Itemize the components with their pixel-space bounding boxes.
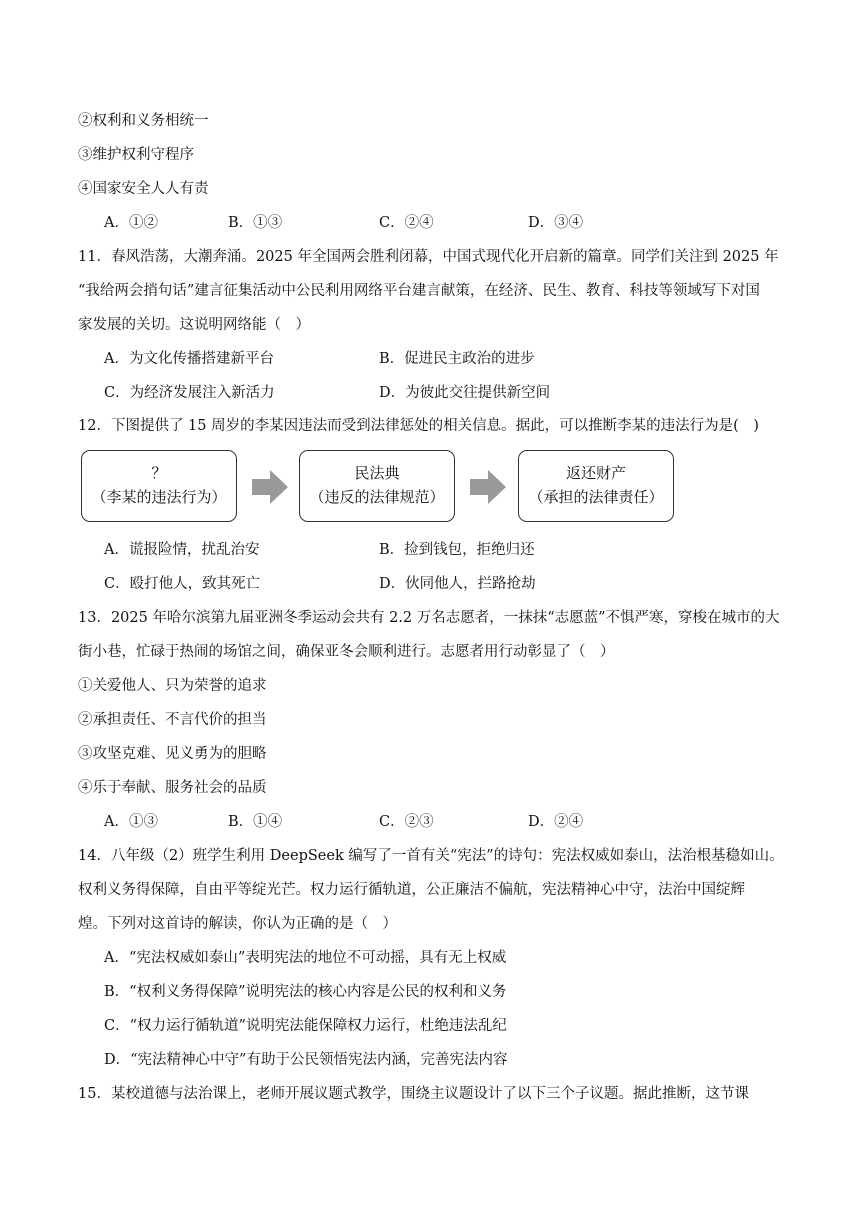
q10-option-c: C．②④ <box>379 215 434 231</box>
arrow-right-icon <box>252 470 288 504</box>
q13-option-d: D．②④ <box>528 814 584 830</box>
q10-option-a: A．①② <box>104 215 158 231</box>
flow-box-top: ？ <box>151 464 167 482</box>
q11-stem-line: “我给两会捎句话”建言征集活动中公民利用网络平台建言献策，在经济、民生、教育、科技等领域写下对国 <box>78 283 760 299</box>
q14-option-a: A．“宪法权威如泰山”表明宪法的地位不可动摇，具有无上权威 <box>104 950 507 966</box>
q11-option-d: D．为彼此交往提供新空间 <box>379 385 551 401</box>
flow-box-bottom: （违反的法律规范） <box>309 488 445 506</box>
q13-stem-line: 街小巷，忙碌于热闹的场馆之间，确保亚冬会顺利进行。志愿者用行动彰显了（ ） <box>78 644 615 660</box>
q14-stem-line: 煌。下列对这首诗的解读，你认为正确的是（ ） <box>78 916 397 932</box>
arrow-right-icon <box>470 470 506 504</box>
flow-box-top: 返还财产 <box>565 464 626 482</box>
q12-option-d: D．伙同他人，拦路抢劫 <box>379 576 536 592</box>
q10-option-b: B．①③ <box>228 215 283 231</box>
flow-box-law <box>299 450 455 522</box>
flow-box-liability <box>518 450 674 522</box>
q13-item-4: ④乐于奉献、服务社会的品质 <box>78 780 267 796</box>
q14-stem-line: 14．八年级（2）班学生利用 DeepSeek 编写了一首有关“宪法”的诗句：宪法权威如泰山，法治根基稳如山。 <box>78 848 784 864</box>
q12-option-b: B．捡到钱包，拒绝归还 <box>379 542 535 558</box>
q11-option-a: A．为文化传播搭建新平台 <box>104 351 274 367</box>
q11-stem-line: 家发展的关切。这说明网络能（ ） <box>78 317 310 333</box>
q14-stem-line: 权利义务得保障，自由平等绽光芒。权力运行循轨道，公正廉洁不偏航，宪法精神心中守，法治中国绽辉 <box>78 882 745 898</box>
q11-stem-line: 11．春风浩荡，大潮奔涌。2025 年全国两会胜利闭幕，中国式现代化开启新的篇章。同学们关注到 2025 年 <box>78 249 779 265</box>
flow-box-bottom: （李某的违法行为） <box>91 488 227 506</box>
q14-option-c: C．“权力运行循轨道”说明宪法能保障权力运行，杜绝违法乱纪 <box>104 1018 507 1034</box>
q11-option-b: B．促进民主政治的进步 <box>379 351 535 367</box>
q10-option-d: D．③④ <box>528 215 584 231</box>
q13-option-a: A．①③ <box>104 814 158 830</box>
flow-box-bottom: （承担的法律责任） <box>528 488 664 506</box>
q13-option-c: C．②③ <box>379 814 434 830</box>
q13-option-b: B．①④ <box>228 814 283 830</box>
q15-stem-line: 15．某校道德与法治课上，老师开展议题式教学，围绕主议题设计了以下三个子议题。据此推断，这节课 <box>78 1086 749 1102</box>
flow-box-violation <box>81 450 237 522</box>
q10-item-3: ③维护权利守程序 <box>78 147 194 163</box>
q12-stem: 12．下图提供了 15 周岁的李某因违法而受到法律惩处的相关信息。据此，可以推断李某的违法行为是( ) <box>78 418 759 434</box>
q13-item-2: ②承担责任、不言代价的担当 <box>78 712 267 728</box>
q13-item-1: ①关爱他人、只为荣誉的追求 <box>78 678 267 694</box>
q11-option-c: C．为经济发展注入新活力 <box>104 385 275 401</box>
q14-option-d: D．“宪法精神心中守”有助于公民领悟宪法内涵，完善宪法内容 <box>104 1052 508 1068</box>
q13-stem-line: 13．2025 年哈尔滨第九届亚洲冬季运动会共有 2.2 万名志愿者，一抹抹“志愿蓝”不惧严寒，穿梭在城市的大 <box>78 610 780 626</box>
flow-box-top: 民法典 <box>354 464 400 482</box>
q12-option-c: C．殴打他人，致其死亡 <box>104 576 261 592</box>
q10-item-2: ②权利和义务相统一 <box>78 113 209 129</box>
q14-option-b: B．“权利义务得保障”说明宪法的核心内容是公民的权利和义务 <box>104 984 507 1000</box>
q10-item-4: ④国家安全人人有责 <box>78 181 209 197</box>
q13-item-3: ③攻坚克难、见义勇为的胆略 <box>78 746 267 762</box>
q12-option-a: A．谎报险情，扰乱治安 <box>104 542 260 558</box>
